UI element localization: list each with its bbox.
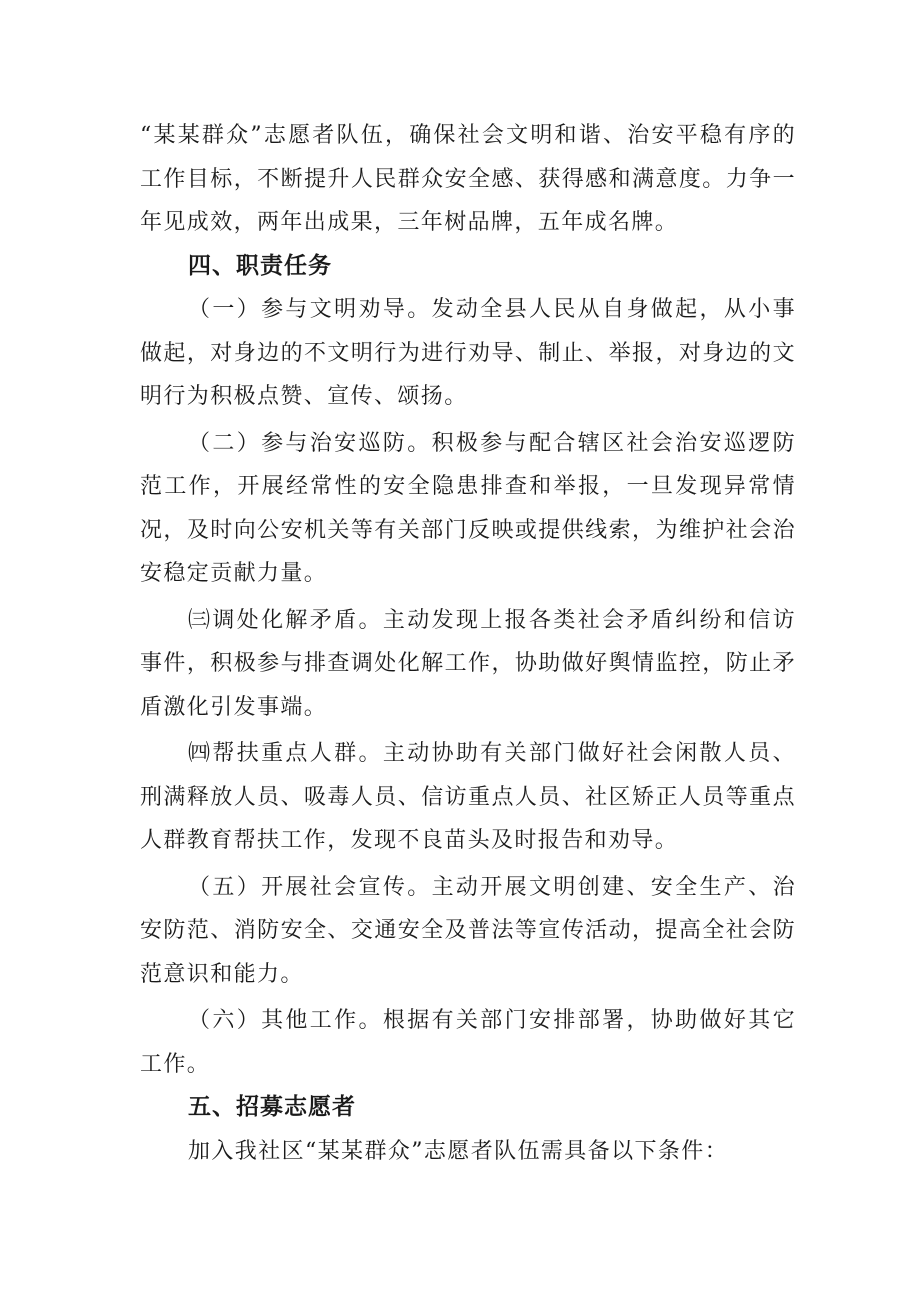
paragraph-duty-patrol: （二）参与治安巡防。积极参与配合辖区社会治安巡逻防范工作，开展经常性的安全隐患排查和举报，一旦发现异常情况，及时向公安机关等有关部门反映或提供线索，为维护社会治安稳定贡献力量。 <box>140 430 796 586</box>
paragraph-duty-civility: （一）参与文明劝导。发动全县人民从自身做起，从小事做起，对身边的不文明行为进行劝导、制止、举报，对身边的文明行为积极点赞、宣传、颂扬。 <box>140 297 796 409</box>
paragraph-duty-assistance: ㈣帮扶重点人群。主动协助有关部门做好社会闲散人员、刑满释放人员、吸毒人员、信访重点人员、社区矫正人员等重点人群教育帮扶工作，发现不良苗头及时报告和劝导。 <box>140 741 796 853</box>
document-body <box>140 114 796 1173</box>
paragraph-duty-publicity: （五）开展社会宣传。主动开展文明创建、安全生产、治安防范、消防安全、交通安全及普法等宣传活动，提高全社会防范意识和能力。 <box>140 874 796 987</box>
section-heading-recruitment: 五、招募志愿者 <box>188 1094 356 1120</box>
paragraph-recruitment-intro: 加入我社区“某某群众”志愿者队伍需具备以下条件： <box>188 1138 729 1164</box>
section-heading-duties: 四、职责任务 <box>188 252 332 279</box>
paragraph-goal-continuation: “某某群众”志愿者队伍，确保社会文明和谐、治安平稳有序的工作目标，不断提升人民群众安全感、获得感和满意度。力争一年见成效，两年出成果，三年树品牌，五年成名牌。 <box>140 123 796 235</box>
paragraph-duty-mediation: ㈢调处化解矛盾。主动发现上报各类社会矛盾纠纷和信访事件，积极参与排查调处化解工作，协助做好舆情监控，防止矛盾激化引发事端。 <box>140 607 796 720</box>
paragraph-duty-other: （六）其他工作。根据有关部门安排部署，协助做好其它工作。 <box>140 1008 796 1077</box>
